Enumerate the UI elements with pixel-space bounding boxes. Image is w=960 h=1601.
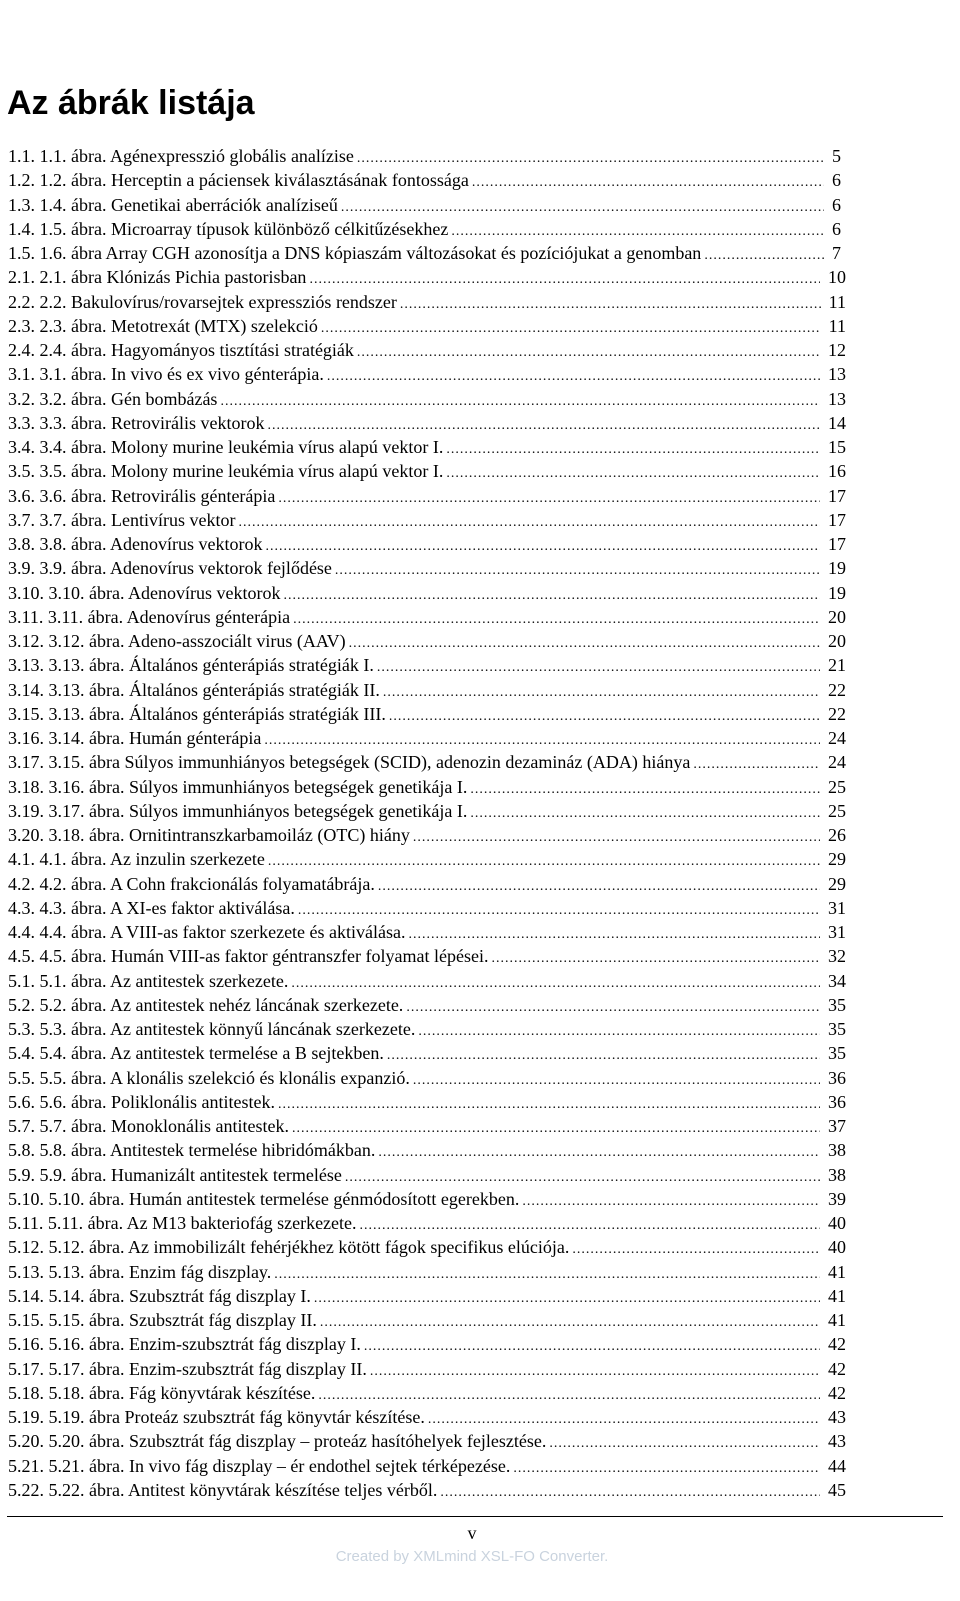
toc-entry[interactable] bbox=[8, 193, 846, 217]
toc-leader-dots bbox=[418, 1020, 820, 1041]
toc-entry[interactable] bbox=[8, 750, 846, 774]
toc-entry-page: 41 bbox=[828, 1285, 846, 1306]
toc-leader-dots bbox=[513, 1457, 820, 1478]
toc-entry-label: 5.11. 5.11. ábra. Az M13 bakteriofág szerkezete. bbox=[8, 1213, 357, 1233]
toc-entry-page: 29 bbox=[828, 873, 846, 894]
toc-entry[interactable] bbox=[8, 532, 846, 556]
toc-entry-label: 3.10. 3.10. ábra. Adenovírus vektorok bbox=[8, 582, 281, 603]
toc-entry[interactable] bbox=[8, 1235, 846, 1259]
toc-leader-dots bbox=[320, 1311, 820, 1332]
toc-entry-page: 40 bbox=[828, 1213, 846, 1233]
toc-entry-page: 41 bbox=[828, 1310, 846, 1330]
toc-entry-page: 36 bbox=[828, 1067, 846, 1088]
toc-entry-label: 3.8. 3.8. ábra. Adenovírus vektorok bbox=[8, 534, 263, 554]
toc-leader-dots bbox=[522, 1190, 820, 1211]
toc-leader-dots bbox=[293, 608, 820, 629]
toc-leader-dots bbox=[298, 899, 820, 920]
toc-entry-page: 31 bbox=[828, 922, 846, 942]
toc-entry-label: 5.4. 5.4. ábra. Az antitestek termelése a B sejtekben. bbox=[8, 1043, 384, 1064]
toc-entry[interactable] bbox=[8, 338, 846, 362]
toc-entry-page: 13 bbox=[828, 364, 846, 385]
toc-leader-dots bbox=[428, 1408, 820, 1429]
toc-entry-label: 5.16. 5.16. ábra. Enzim-szubsztrát fág diszplay I. bbox=[8, 1334, 361, 1355]
toc-entry[interactable] bbox=[8, 1405, 846, 1429]
toc-entry-label: 5.22. 5.22. ábra. Antitest könyvtárak készítése teljes vérből. bbox=[8, 1479, 438, 1500]
toc-leader-dots bbox=[704, 244, 824, 265]
toc-entry-label: 5.20. 5.20. ábra. Szubsztrát fág diszplay – proteáz hasítóhelyek fejlesztése. bbox=[8, 1431, 547, 1452]
toc-entry-page: 32 bbox=[828, 946, 846, 967]
toc-leader-dots bbox=[470, 802, 820, 823]
toc-leader-dots bbox=[265, 535, 820, 556]
toc-entry-page: 20 bbox=[828, 606, 846, 627]
toc-leader-dots bbox=[345, 1166, 820, 1187]
toc-entry-label: 5.1. 5.1. ábra. Az antitestek szerkezete. bbox=[8, 970, 289, 991]
toc-leader-dots bbox=[387, 1044, 820, 1065]
toc-entry[interactable] bbox=[8, 362, 846, 386]
toc-entry-label: 3.12. 3.12. ábra. Adeno-asszociált virus (AAV) bbox=[8, 631, 346, 651]
toc-leader-dots bbox=[470, 778, 820, 799]
toc-leader-dots bbox=[341, 196, 824, 217]
toc-leader-dots bbox=[446, 438, 820, 459]
toc-entry-page: 35 bbox=[828, 1019, 846, 1039]
toc-entry[interactable] bbox=[8, 290, 846, 314]
toc-leader-dots bbox=[349, 632, 820, 653]
toc-entry-label: 5.3. 5.3. ábra. Az antitestek könnyű láncának szerkezete. bbox=[8, 1019, 416, 1039]
toc-leader-dots bbox=[268, 850, 820, 871]
toc-entry[interactable] bbox=[8, 1332, 846, 1356]
toc-leader-dots bbox=[491, 947, 820, 968]
toc-entry-page: 39 bbox=[828, 1188, 846, 1209]
toc-leader-dots bbox=[267, 414, 820, 435]
toc-entry-page: 24 bbox=[828, 752, 846, 773]
toc-entry-label: 3.15. 3.13. ábra. Általános génterápiás stratégiák III. bbox=[8, 703, 386, 724]
toc-entry-page: 44 bbox=[828, 1455, 846, 1476]
toc-leader-dots bbox=[693, 753, 820, 774]
toc-entry[interactable] bbox=[8, 678, 846, 702]
toc-entry[interactable] bbox=[8, 944, 846, 968]
toc-entry-label: 5.9. 5.9. ábra. Humanizált antitestek termelése bbox=[8, 1164, 342, 1185]
page-number: v bbox=[467, 1523, 477, 1543]
toc-leader-dots bbox=[327, 365, 820, 386]
toc-entry[interactable] bbox=[8, 1114, 846, 1138]
toc-leader-dots bbox=[278, 487, 820, 508]
toc-entry-page: 12 bbox=[828, 340, 846, 360]
toc-entry[interactable] bbox=[8, 435, 846, 459]
toc-entry-page: 17 bbox=[828, 534, 846, 554]
toc-entry[interactable] bbox=[8, 920, 846, 944]
toc-entry-page: 35 bbox=[828, 1043, 846, 1064]
toc-entry-label: 3.18. 3.16. ábra. Súlyos immunhiányos betegségek genetikája I. bbox=[8, 776, 468, 797]
toc-entry[interactable] bbox=[8, 459, 846, 483]
toc-entry-label: 3.17. 3.15. ábra Súlyos immunhiányos betegségek (SCID), adenozin dezamináz (ADA) hiánya bbox=[8, 752, 691, 773]
toc-entry[interactable] bbox=[8, 629, 846, 653]
toc-entry-page: 24 bbox=[828, 728, 846, 748]
toc-entry-label: 3.7. 3.7. ábra. Lentivírus vektor bbox=[8, 509, 236, 530]
toc-leader-dots bbox=[370, 1360, 820, 1381]
toc-leader-dots bbox=[283, 584, 820, 605]
toc-leader-dots bbox=[321, 317, 821, 338]
toc-entry[interactable] bbox=[8, 1017, 846, 1041]
converter-watermark: Created by XMLmind XSL-FO Converter. bbox=[335, 1548, 609, 1565]
toc-entry[interactable] bbox=[8, 969, 846, 993]
toc-leader-dots bbox=[291, 972, 820, 993]
toc-leader-dots bbox=[360, 1214, 820, 1235]
toc-entry-page: 25 bbox=[828, 800, 846, 821]
toc-entry-page: 22 bbox=[828, 703, 846, 724]
toc-entry-page: 11 bbox=[828, 291, 846, 312]
toc-leader-dots bbox=[364, 1335, 820, 1356]
toc-entry-label: 4.3. 4.3. ábra. A XI-es faktor aktiválása. bbox=[8, 897, 295, 918]
toc-leader-dots bbox=[549, 1432, 820, 1453]
toc-leader-dots bbox=[377, 656, 820, 677]
toc-entry-label: 3.4. 3.4. ábra. Molony murine leukémia vírus alapú vektor I. bbox=[8, 437, 444, 457]
toc-entry[interactable] bbox=[8, 799, 846, 823]
toc-leader-dots bbox=[357, 341, 820, 362]
toc-entry-label: 1.3. 1.4. ábra. Genetikai aberrációk analíziseű bbox=[8, 194, 338, 215]
toc-entry-page: 20 bbox=[828, 631, 846, 651]
toc-entry-label: 3.19. 3.17. ábra. Súlyos immunhiányos betegségek genetikája I. bbox=[8, 800, 468, 821]
toc-leader-dots bbox=[472, 171, 824, 192]
toc-entry-label: 5.18. 5.18. ábra. Fág könyvtárak készítése. bbox=[8, 1382, 316, 1403]
toc-entry[interactable] bbox=[8, 605, 846, 629]
toc-entry-page: 17 bbox=[828, 485, 846, 506]
toc-leader-dots bbox=[389, 705, 820, 726]
toc-leader-dots bbox=[238, 511, 820, 532]
toc-entry[interactable] bbox=[8, 1260, 846, 1284]
toc-leader-dots bbox=[440, 1481, 820, 1502]
toc-entry-page: 22 bbox=[828, 679, 846, 700]
toc-entry[interactable] bbox=[8, 1090, 846, 1114]
toc-entry-page: 36 bbox=[828, 1091, 846, 1112]
toc-entry-page: 14 bbox=[828, 412, 846, 433]
toc-leader-dots bbox=[413, 1069, 820, 1090]
toc-entry-label: 3.6. 3.6. ábra. Retrovirális génterápia bbox=[8, 485, 276, 506]
toc-entry-label: 1.1. 1.1. ábra. Agénexpresszió globális analízise bbox=[8, 146, 354, 166]
toc-leader-dots bbox=[400, 293, 821, 314]
toc-entry-page: 10 bbox=[828, 267, 846, 288]
toc-entry[interactable] bbox=[8, 411, 846, 435]
toc-entry-page: 38 bbox=[828, 1164, 846, 1185]
toc-entry-label: 5.7. 5.7. ábra. Monoklonális antitestek. bbox=[8, 1116, 289, 1136]
toc-entry-label: 3.3. 3.3. ábra. Retrovirális vektorok bbox=[8, 412, 265, 433]
toc-entry[interactable] bbox=[8, 1041, 846, 1065]
toc-entry-page: 31 bbox=[828, 897, 846, 918]
toc-entry-label: 5.8. 5.8. ábra. Antitestek termelése hibridómákban. bbox=[8, 1140, 376, 1161]
toc-entry-label: 5.15. 5.15. ábra. Szubsztrát fág diszplay II. bbox=[8, 1310, 317, 1330]
toc-entry-label: 5.17. 5.17. ábra. Enzim-szubsztrát fág diszplay II. bbox=[8, 1358, 367, 1379]
toc-entry[interactable] bbox=[8, 556, 846, 580]
toc-entry[interactable] bbox=[8, 847, 846, 871]
toc-entry-page: 19 bbox=[828, 558, 846, 579]
toc-entry-page: 40 bbox=[828, 1237, 846, 1258]
toc-entry-page: 5 bbox=[832, 146, 841, 166]
toc-entry-label: 3.2. 3.2. ábra. Gén bombázás bbox=[8, 388, 218, 409]
toc-entry-label: 3.14. 3.13. ábra. Általános génterápiás stratégiák II. bbox=[8, 679, 380, 700]
toc-entry-page: 38 bbox=[828, 1140, 846, 1161]
toc-entry[interactable] bbox=[8, 241, 846, 265]
toc-leader-dots bbox=[278, 1093, 820, 1114]
toc-entry[interactable] bbox=[8, 265, 846, 289]
toc-entry-page: 25 bbox=[828, 776, 846, 797]
toc-leader-dots bbox=[378, 875, 820, 896]
toc-entry[interactable] bbox=[8, 823, 846, 847]
figure-list bbox=[8, 144, 846, 1502]
toc-leader-dots bbox=[309, 268, 820, 289]
toc-entry-label: 1.2. 1.2. ábra. Herceptin a páciensek kiválasztásának fontossága bbox=[8, 170, 469, 191]
toc-entry-label: 3.1. 3.1. ábra. In vivo és ex vivo génterápia. bbox=[8, 364, 324, 385]
toc-entry-label: 5.5. 5.5. ábra. A klonális szelekció és klonális expanzió. bbox=[8, 1067, 410, 1088]
toc-entry[interactable] bbox=[8, 581, 846, 605]
toc-entry-label: 3.20. 3.18. ábra. Ornitintranszkarbamoiláz (OTC) hiány bbox=[8, 825, 410, 845]
toc-entry-page: 6 bbox=[832, 194, 841, 215]
toc-entry-page: 11 bbox=[828, 315, 846, 336]
toc-entry-page: 17 bbox=[828, 509, 846, 530]
toc-leader-dots bbox=[274, 1263, 820, 1284]
toc-entry[interactable] bbox=[8, 1381, 846, 1405]
toc-entry-page: 21 bbox=[828, 655, 846, 676]
toc-entry-page: 42 bbox=[828, 1382, 846, 1403]
toc-entry-label: 5.21. 5.21. ábra. In vivo fág diszplay – ér endothel sejtek térképezése. bbox=[8, 1455, 511, 1476]
toc-entry-label: 2.2. 2.2. Bakulovírus/rovarsejtek expressziós rendszer bbox=[8, 291, 397, 312]
toc-entry[interactable] bbox=[8, 1357, 846, 1381]
toc-leader-dots bbox=[378, 1141, 820, 1162]
toc-entry-page: 6 bbox=[832, 170, 841, 191]
toc-entry[interactable] bbox=[8, 1211, 846, 1235]
toc-entry-label: 5.6. 5.6. ábra. Poliklonális antitestek. bbox=[8, 1091, 275, 1112]
toc-entry[interactable] bbox=[8, 144, 846, 168]
toc-entry[interactable] bbox=[8, 896, 846, 920]
toc-entry-label: 5.2. 5.2. ábra. Az antitestek nehéz láncának szerkezete. bbox=[8, 994, 404, 1015]
toc-entry-page: 42 bbox=[828, 1334, 846, 1355]
toc-entry-label: 1.4. 1.5. ábra. Microarray típusok különböző célkitűzésekhez bbox=[8, 218, 449, 239]
toc-leader-dots bbox=[451, 220, 824, 241]
toc-entry-label: 5.13. 5.13. ábra. Enzim fág diszplay. bbox=[8, 1261, 272, 1282]
toc-entry-label: 2.1. 2.1. ábra Klónizás Pichia pastorisban bbox=[8, 267, 307, 288]
toc-entry-page: 35 bbox=[828, 994, 846, 1015]
toc-entry-label: 1.5. 1.6. ábra Array CGH azonosítja a DNS kópiaszám változásokat és pozíciójukat a genomban bbox=[8, 243, 702, 263]
toc-entry[interactable] bbox=[8, 1429, 846, 1453]
toc-entry-label: 3.11. 3.11. ábra. Adenovírus génterápia bbox=[8, 606, 291, 627]
toc-entry[interactable] bbox=[8, 1066, 846, 1090]
toc-entry[interactable] bbox=[8, 1187, 846, 1211]
toc-entry-page: 13 bbox=[828, 388, 846, 409]
toc-entry-label: 3.13. 3.13. ábra. Általános génterápiás stratégiák I. bbox=[8, 655, 374, 676]
toc-entry[interactable] bbox=[8, 726, 846, 750]
toc-entry[interactable] bbox=[8, 217, 846, 241]
toc-entry[interactable] bbox=[8, 702, 846, 726]
toc-entry-page: 43 bbox=[828, 1407, 846, 1427]
toc-leader-dots bbox=[409, 923, 820, 944]
toc-entry[interactable] bbox=[8, 993, 846, 1017]
toc-entry-page: 19 bbox=[828, 582, 846, 603]
toc-leader-dots bbox=[446, 462, 820, 483]
toc-leader-dots bbox=[413, 826, 820, 847]
toc-entry-page: 42 bbox=[828, 1358, 846, 1379]
footer-rule bbox=[7, 1516, 943, 1517]
toc-entry[interactable] bbox=[8, 1454, 846, 1478]
toc-entry[interactable] bbox=[8, 1308, 846, 1332]
toc-entry-page: 26 bbox=[828, 825, 846, 845]
toc-entry-page: 45 bbox=[828, 1479, 846, 1500]
toc-entry-label: 5.10. 5.10. ábra. Humán antitestek termelése génmódosított egerekben. bbox=[8, 1188, 520, 1209]
toc-entry-label: 3.9. 3.9. ábra. Adenovírus vektorok fejlődése bbox=[8, 558, 332, 579]
toc-entry-label: 4.4. 4.4. ábra. A VIII-as faktor szerkezete és aktiválása. bbox=[8, 922, 406, 942]
toc-leader-dots bbox=[572, 1238, 820, 1259]
toc-entry[interactable] bbox=[8, 775, 846, 799]
toc-entry-page: 34 bbox=[828, 970, 846, 991]
toc-entry-label: 5.14. 5.14. ábra. Szubsztrát fág diszplay I. bbox=[8, 1285, 311, 1306]
toc-leader-dots bbox=[335, 559, 820, 580]
toc-entry-label: 5.19. 5.19. ábra Proteáz szubsztrát fág könyvtár készítése. bbox=[8, 1407, 425, 1427]
toc-entry[interactable] bbox=[8, 1478, 846, 1502]
toc-entry[interactable] bbox=[8, 872, 846, 896]
toc-leader-dots bbox=[357, 147, 824, 168]
toc-entry-label: 4.1. 4.1. ábra. Az inzulin szerkezete bbox=[8, 849, 265, 870]
toc-leader-dots bbox=[383, 681, 820, 702]
toc-entry-label: 3.5. 3.5. ábra. Molony murine leukémia vírus alapú vektor I. bbox=[8, 461, 444, 482]
toc-entry-page: 37 bbox=[828, 1116, 846, 1136]
toc-leader-dots bbox=[406, 996, 820, 1017]
toc-entry-label: 5.12. 5.12. ábra. Az immobilizált fehérjékhez kötött fágok specifikus elúciója. bbox=[8, 1237, 570, 1258]
toc-entry-label: 2.4. 2.4. ábra. Hagyományos tisztítási stratégiák bbox=[8, 340, 354, 360]
toc-entry-page: 6 bbox=[832, 218, 841, 239]
toc-entry[interactable] bbox=[8, 168, 846, 192]
toc-leader-dots bbox=[292, 1117, 820, 1138]
toc-leader-dots bbox=[318, 1384, 820, 1405]
toc-leader-dots bbox=[264, 729, 820, 750]
toc-entry-page: 16 bbox=[828, 461, 846, 482]
toc-entry[interactable] bbox=[8, 1284, 846, 1308]
toc-leader-dots bbox=[220, 390, 820, 411]
toc-entry[interactable] bbox=[8, 484, 846, 508]
toc-entry-label: 3.16. 3.14. ábra. Humán génterápia bbox=[8, 728, 262, 748]
page-title: Az ábrák listája bbox=[7, 84, 255, 122]
toc-leader-dots bbox=[314, 1287, 820, 1308]
toc-entry[interactable] bbox=[8, 314, 846, 338]
toc-entry-label: 4.2. 4.2. ábra. A Cohn frakcionálás folyamatábrája. bbox=[8, 873, 375, 894]
toc-entry[interactable] bbox=[8, 1163, 846, 1187]
toc-entry[interactable] bbox=[8, 1138, 846, 1162]
toc-entry-page: 29 bbox=[828, 849, 846, 870]
toc-entry[interactable] bbox=[8, 508, 846, 532]
toc-entry[interactable] bbox=[8, 387, 846, 411]
toc-entry-page: 41 bbox=[828, 1261, 846, 1282]
toc-entry[interactable] bbox=[8, 653, 846, 677]
toc-entry-page: 15 bbox=[828, 437, 846, 457]
toc-entry-page: 7 bbox=[832, 243, 841, 263]
toc-entry-label: 4.5. 4.5. ábra. Humán VIII-as faktor géntranszfer folyamat lépései. bbox=[8, 946, 489, 967]
toc-entry-label: 2.3. 2.3. ábra. Metotrexát (MTX) szelekció bbox=[8, 315, 318, 336]
toc-entry-page: 43 bbox=[828, 1431, 846, 1452]
